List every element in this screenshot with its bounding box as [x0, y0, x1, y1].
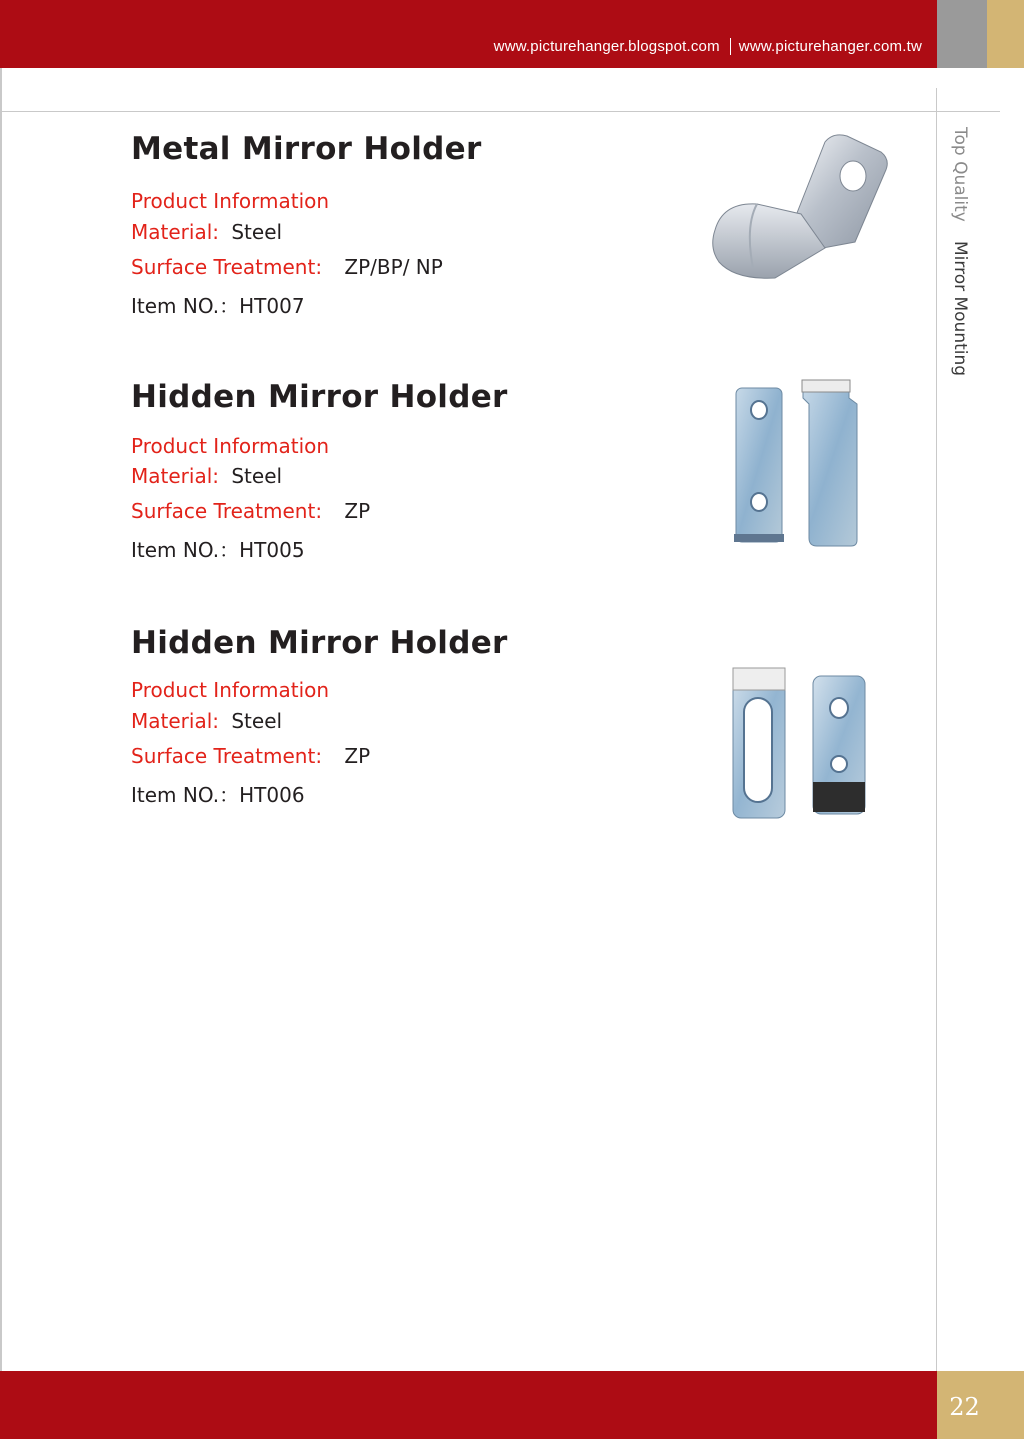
product-ht007: [131, 130, 482, 318]
top-divider: [0, 111, 1000, 112]
surface-value: ZP: [344, 744, 371, 768]
product-info-label: Product Information: [131, 189, 330, 213]
item-row: [131, 290, 305, 319]
product-ht006: [131, 624, 508, 807]
hidden-mirror-holder-ht005-image: [725, 378, 865, 550]
product-info-label: Product Information: [131, 678, 330, 702]
item-label: Item NO.：: [131, 783, 240, 807]
material-row: [131, 220, 282, 244]
item-value: HT007: [239, 294, 305, 318]
item-label: Item NO.：: [131, 294, 240, 318]
header-band: [0, 0, 937, 68]
material-label: Material:: [131, 220, 219, 244]
side-section-label: [950, 127, 970, 376]
material-label: Material:: [131, 464, 219, 488]
surface-row: [131, 499, 370, 523]
metal-mirror-holder-image: [705, 130, 895, 285]
item-row: [131, 779, 305, 808]
material-row: [131, 464, 282, 488]
item-value: HT006: [239, 783, 305, 807]
product-title: Hidden Mirror Holder: [131, 625, 508, 661]
page-number: 22: [949, 1393, 980, 1421]
surface-label: Surface Treatment:: [131, 744, 323, 768]
item-label: Item NO.：: [131, 538, 240, 562]
surface-label: Surface Treatment:: [131, 499, 323, 523]
blog-url-link[interactable]: www.picturehanger.blogspot.com: [493, 37, 720, 55]
side-label-quality: Top Quality: [950, 127, 970, 222]
header-urls: [494, 36, 922, 56]
surface-row: [131, 744, 370, 768]
product-info-label: Product Information: [131, 434, 330, 458]
side-label-category: Mirror Mounting: [950, 241, 970, 377]
header-gray-block: [937, 0, 987, 68]
product-ht005: [131, 378, 508, 562]
side-divider: [936, 88, 937, 1371]
website-url-link[interactable]: www.picturehanger.com.tw: [738, 37, 922, 55]
product-title: Hidden Mirror Holder: [131, 379, 508, 415]
surface-value: ZP: [344, 499, 371, 523]
item-row: [131, 534, 305, 563]
item-value: HT005: [239, 538, 305, 562]
url-separator: [730, 38, 731, 55]
product-title: Metal Mirror Holder: [131, 131, 482, 167]
left-border: [0, 68, 2, 1371]
hidden-mirror-holder-ht006-image: [725, 664, 875, 822]
material-row: [131, 709, 282, 733]
material-label: Material:: [131, 709, 219, 733]
footer-band: [0, 1371, 937, 1439]
material-value: Steel: [231, 464, 283, 488]
material-value: Steel: [231, 709, 283, 733]
surface-value: ZP/BP/ NP: [344, 255, 443, 279]
header-gold-block: [987, 0, 1024, 68]
surface-row: [131, 255, 443, 279]
surface-label: Surface Treatment:: [131, 255, 323, 279]
material-value: Steel: [231, 220, 283, 244]
